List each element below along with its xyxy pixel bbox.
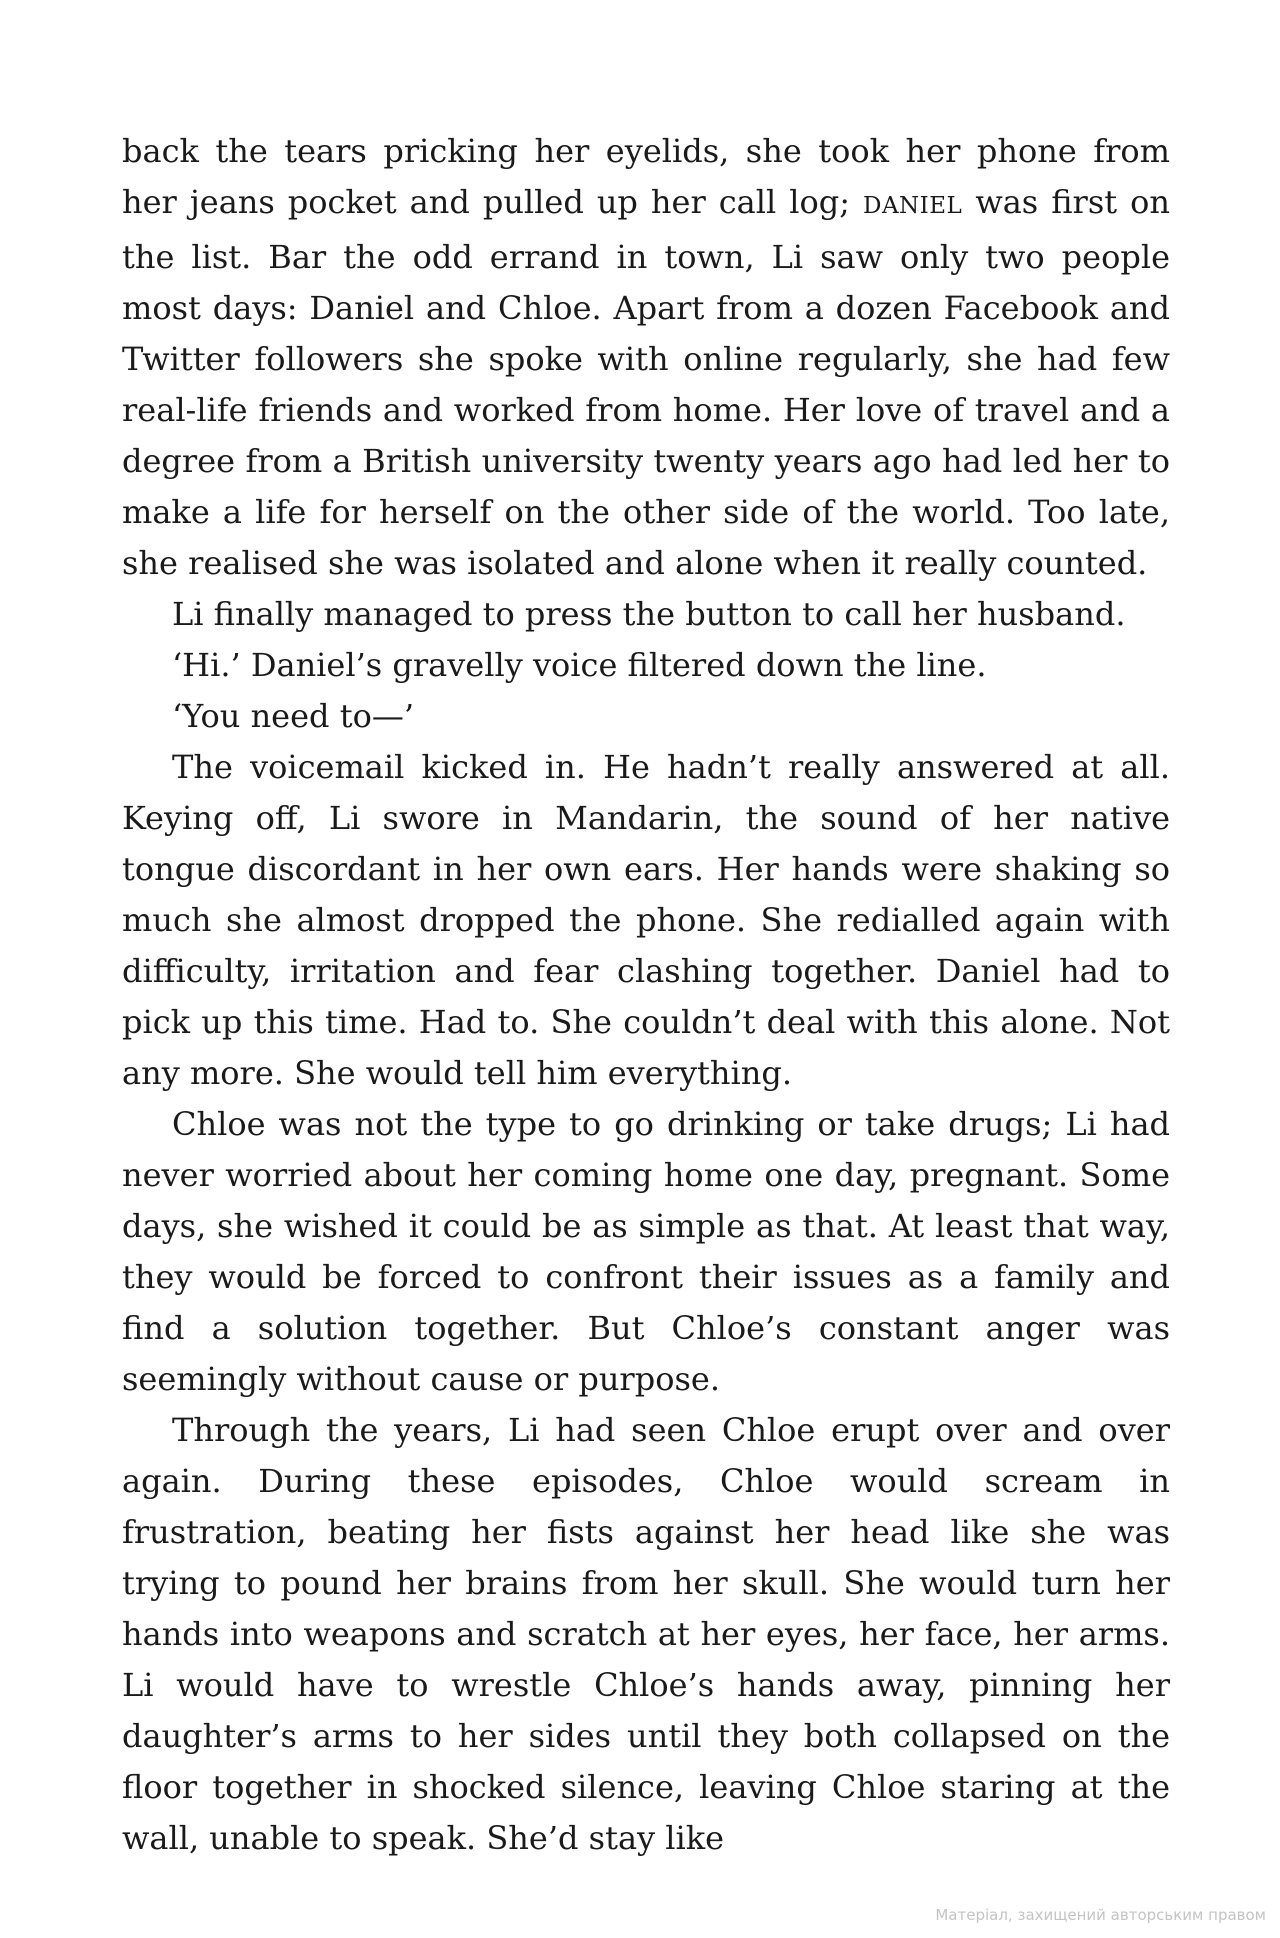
paragraph-1-text-end: was first on the list. Bar the odd errand in town, Li saw only two people most days: Daniel and Chloe. Apart from a dozen Facebook and Twitter followers she spoke with online regularly, she had few real-life friends and worked from home. Her love of travel and a degree from a British university twenty years ago had led her to make a life for herself on the other side of the world. Too late, she realised she was isolated and alone when it really counted. <box>122 183 1171 582</box>
paragraph-2: Li finally managed to press the button to call her husband. <box>172 595 1126 633</box>
paragraph-1 <box>122 126 1170 589</box>
paragraph-3: ‘Hi.’ Daniel’s gravelly voice filtered down the line. <box>172 646 987 684</box>
paragraph-1-text-start: back the tears pricking her eyelids, she took her phone from her jeans pocket and pulled up her call log; <box>122 132 1170 221</box>
paragraph-4: ‘You need to—’ <box>172 697 414 735</box>
page-body <box>122 126 1170 1864</box>
paragraph-7: Through the years, Li had seen Chloe erupt over and over again. During these episodes, Chloe would scream in frustration, beating her fists against her head like she was trying to pound her brains from her skull. She would turn her hands into weapons and scratch at her eyes, her face, her arms. Li would have to wrestle Chloe’s hands away, pinning her daughter’s arms to her sides until they both collapsed on the floor together in shocked silence, leaving Chloe staring at the wall, unable to speak. She’d stay like <box>122 1411 1170 1857</box>
paragraph-6: Chloe was not the type to go drinking or take drugs; Li had never worried about her coming home one day, pregnant. Some days, she wished it could be as simple as that. At least that way, they would be forced to confront their issues as a family and find a solution together. But Chloe’s constant anger was seemingly without cause or purpose. <box>122 1105 1170 1398</box>
copyright-watermark: Матеріал, захищений авторським правом <box>935 1906 1266 1924</box>
paragraph-5: The voicemail kicked in. He hadn’t really answered at all. Keying off, Li swore in Mandarin, the sound of her native tongue discordant in her own ears. Her hands were shaking so much she almost dropped the phone. She redialled again with difficulty, irritation and fear clashing together. Daniel had to pick up this time. Had to. She couldn’t deal with this alone. Not any more. She would tell him everything. <box>122 748 1170 1092</box>
contact-name-smallcaps: DANIEL <box>863 193 963 219</box>
